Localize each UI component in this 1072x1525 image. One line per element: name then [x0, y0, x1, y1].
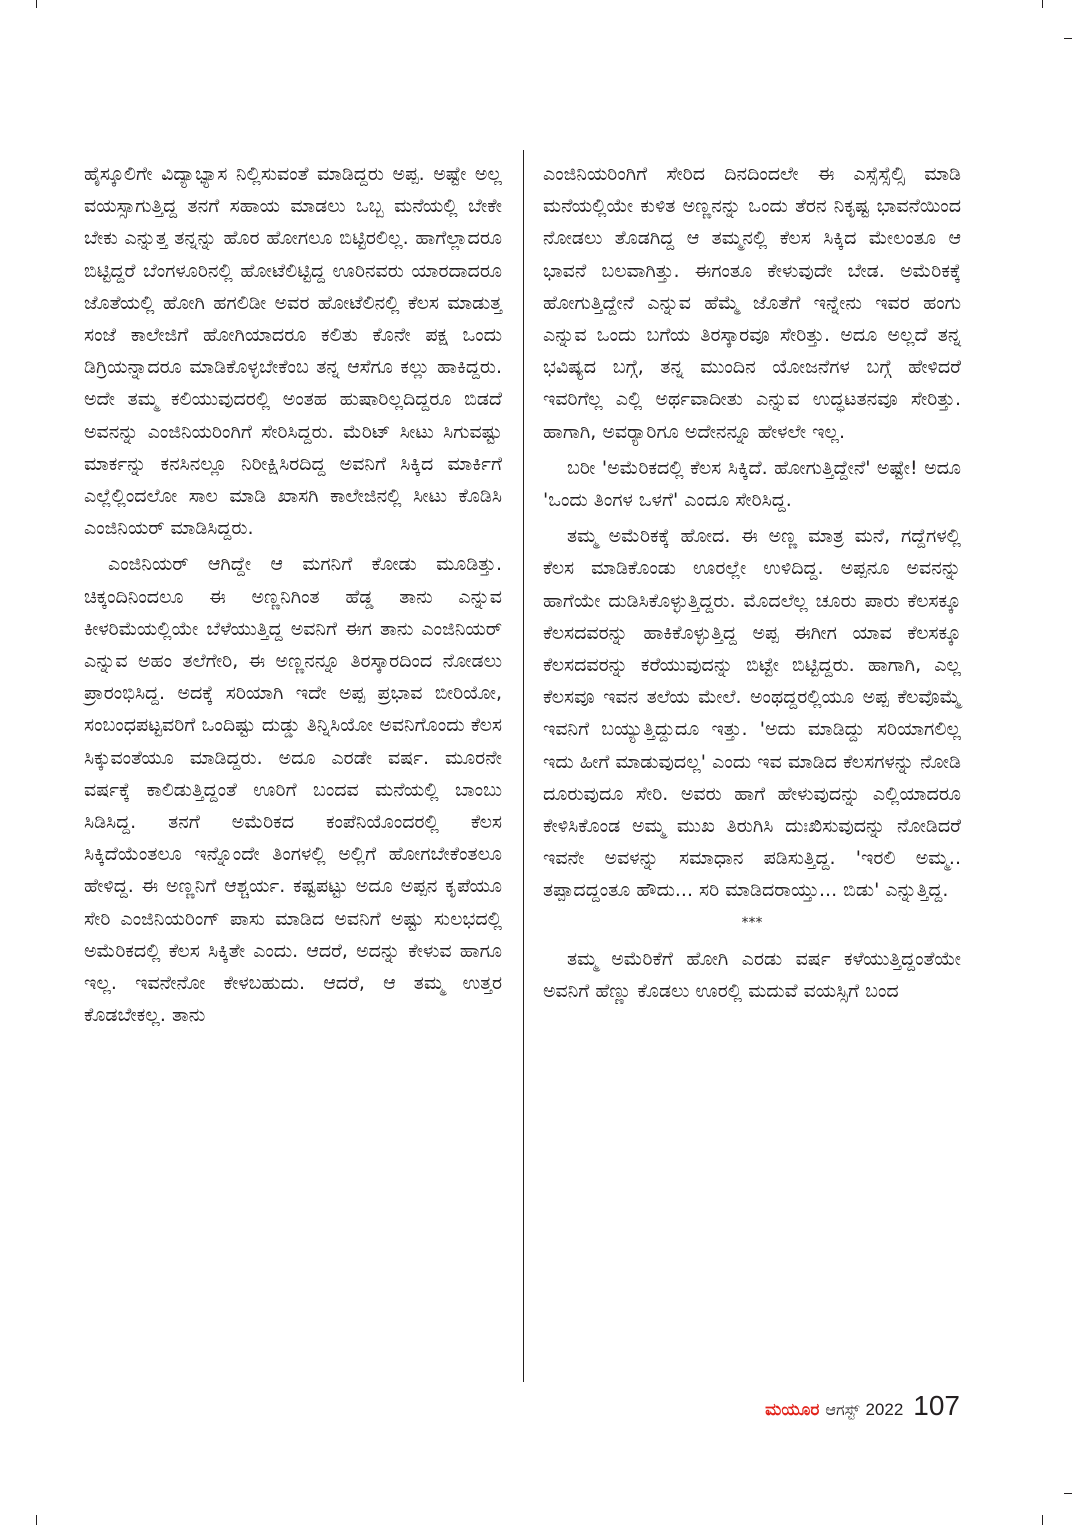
- column-divider: [523, 150, 524, 1382]
- crop-mark-bottom-right: [1042, 1515, 1043, 1525]
- crop-mark-right-bottom: [1064, 1493, 1072, 1494]
- crop-mark-right-top: [1064, 38, 1072, 39]
- section-break: ***: [741, 914, 763, 931]
- crop-mark-top-left: [36, 0, 37, 8]
- article-paragraph: ತಮ್ಮ ಅಮೆರಿಕೆಗೆ ಹೋಗಿ ಎರಡು ವರ್ಷ ಕಳೆಯುತ್ತಿದ್ದಂತೆಯೇ ಅವನಿಗೆ ಹೆಣ್ಣು ಕೊಡಲು ಊರಲ್ಲಿ ಮದುವೆ ವಯಸ್ಸಿಗೆ ಬಂದ: [543, 947, 961, 1002]
- article-left-column: [84, 158, 502, 1031]
- article-paragraph: ತಮ್ಮ ಅಮೆರಿಕಕ್ಕೆ ಹೋದ. ಈ ಅಣ್ಣ ಮಾತ್ರ ಮನೆ, ಗದ್ದೆಗಳಲ್ಲಿ ಕೆಲಸ ಮಾಡಿಕೊಂಡು ಊರಲ್ಲೇ ಉಳಿದಿದ್ದ. ಅಪ್ಪನೂ ಅವನನ್ನು ಹಾಗೆಯೇ ದುಡಿಸಿಕೊಳ್ಳುತ್ತಿದ್ದರು. ಮೊದಲೆಲ್ಲ ಚೂರು ಪಾರು ಕೆಲಸಕ್ಕೂ ಕೆಲಸದವರನ್ನು ಹಾಕಿಕೊಳ್ಳುತ್ತಿದ್ದ ಅಪ್ಪ ಈಗೀಗ ಯಾವ ಕೆಲಸಕ್ಕೂ ಕೆಲಸದವರನ್ನು ಕರೆಯುವುದನ್ನು ಬಿಟ್ಟೇ ಬಿಟ್ಟಿದ್ದರು. ಹಾಗಾಗಿ, ಎಲ್ಲ ಕೆಲಸವೂ ಇವನ ತಲೆಯ ಮೇಲೆ. ಅಂಥದ್ದರಲ್ಲಿಯೂ ಅಪ್ಪ ಕೆಲವೊಮ್ಮೆ ಇವನಿಗೆ ಬಯ್ಯುತ್ತಿದ್ದುದೂ ಇತ್ತು. 'ಅದು ಮಾಡಿದ್ದು ಸರಿಯಾಗಲಿಲ್ಲ ಇದು ಹೀಗೆ ಮಾಡುವುದಲ್ಲ' ಎಂದು ಇವ ಮಾಡಿದ ಕೆಲಸಗಳನ್ನು ನೋಡಿ ದೂರುವುದೂ ಸೇರಿ. ಅವರು ಹಾಗೆ ಹೇಳುವುದನ್ನು ಎಲ್ಲಿಯಾದರೂ ಕೇಳಿಸಿಕೊಂಡ ಅಮ್ಮ ಮುಖ ತಿರುಗಿಸಿ ದುಃಖಿಸುವುದನ್ನು ನೋಡಿದರೆ ಇವನೇ ಅವಳನ್ನು ಸಮಾಧಾನ ಪಡಿಸುತ್ತಿದ್ದ. 'ಇರಲಿ ಅಮ್ಮ.. ತಪ್ಪಾದದ್ದಂತೂ ಹೌದು... ಸರಿ ಮಾಡಿದರಾಯ್ತು... ಬಿಡು' ಎನ್ನುತ್ತಿದ್ದ.: [543, 525, 961, 902]
- article-paragraph: ಬರೀ 'ಅಮೆರಿಕದಲ್ಲಿ ಕೆಲಸ ಸಿಕ್ಕಿದೆ. ಹೋಗುತ್ತಿದ್ದೇನೆ' ಅಷ್ಟೇ! ಅದೂ 'ಒಂದು ತಿಂಗಳ ಒಳಗೆ' ಎಂದೂ ಸೇರಿಸಿದ್ದ.: [543, 456, 961, 512]
- article-paragraph: ಎಂಜಿನಿಯರ್ ಆಗಿದ್ದೇ ಆ ಮಗನಿಗೆ ಕೋಡು ಮೂಡಿತ್ತು. ಚಿಕ್ಕಂದಿನಿಂದಲೂ ಈ ಅಣ್ಣನಿಗಿಂತ ಹೆಡ್ಡ ತಾನು ಎನ್ನುವ ಕೀಳರಿಮೆಯಲ್ಲಿಯೇ ಬೆಳೆಯುತ್ತಿದ್ದ ಅವನಿಗೆ ಈಗ ತಾನು ಎಂಜಿನಿಯರ್ ಎನ್ನುವ ಅಹಂ ತಲೆಗೇರಿ, ಈ ಅಣ್ಣನನ್ನೂ ತಿರಸ್ಕಾರದಿಂದ ನೋಡಲು ಪ್ರಾರಂಭಿಸಿದ್ದ. ಅದಕ್ಕೆ ಸರಿಯಾಗಿ ಇದೇ ಅಪ್ಪ ಪ್ರಭಾವ ಬೀರಿಯೋ, ಸಂಬಂಧಪಟ್ಟವರಿಗೆ ಒಂದಿಷ್ಟು ದುಡ್ಡು ತಿನ್ನಿಸಿಯೋ ಅವನಿಗೊಂದು ಕೆಲಸ ಸಿಕ್ಕುವಂತೆಯೂ ಮಾಡಿದ್ದರು. ಅದೂ ಎರಡೇ ವರ್ಷ. ಮೂರನೇ ವರ್ಷಕ್ಕೆ ಕಾಲಿಡುತ್ತಿದ್ದಂತೆ ಊರಿಗೆ ಬಂದವ ಮನೆಯಲ್ಲಿ ಬಾಂಬು ಸಿಡಿಸಿದ್ದ. ತನಗೆ ಅಮೆರಿಕದ ಕಂಪೆನಿಯೊಂದರಲ್ಲಿ ಕೆಲಸ ಸಿಕ್ಕಿದೆಯೆಂತಲೂ ಇನ್ನೊಂದೇ ತಿಂಗಳಲ್ಲಿ ಅಲ್ಲಿಗೆ ಹೋಗಬೇಕೆಂತಲೂ ಹೇಳಿದ್ದ. ಈ ಅಣ್ಣನಿಗೆ ಆಶ್ಚರ್ಯ. ಕಷ್ಟಪಟ್ಟು ಅದೂ ಅಪ್ಪನ ಕೃಪೆಯೂ ಸೇರಿ ಎಂಜಿನಿಯರಿಂಗ್ ಪಾಸು ಮಾಡಿದ ಅವನಿಗೆ ಅಷ್ಟು ಸುಲಭದಲ್ಲಿ ಅಮೆರಿಕದಲ್ಲಿ ಕೆಲಸ ಸಿಕ್ಕಿತೇ ಎಂದು. ಆದರೆ, ಅದನ್ನು ಕೇಳುವ ಹಾಗೂ ಇಲ್ಲ. ಇವನೇನೋ ಕೇಳಬಹುದು. ಆದರೆ, ಆ ತಮ್ಮ ಉತ್ತರ ಕೊಡಬೇಕಲ್ಲ. ತಾನು: [84, 553, 502, 1027]
- issue-month: ಆಗಸ್ಟ್: [825, 1400, 860, 1419]
- crop-mark-bottom-left: [36, 1515, 37, 1525]
- page-number: 107: [913, 1390, 960, 1421]
- page-footer: [765, 1390, 960, 1422]
- article-paragraph: ಹೈಸ್ಕೂಲಿಗೇ ವಿದ್ಯಾಭ್ಯಾಸ ನಿಲ್ಲಿಸುವಂತೆ ಮಾಡಿದ್ದರು ಅಪ್ಪ. ಅಷ್ಟೇ ಅಲ್ಲ ವಯಸ್ಸಾಗುತ್ತಿದ್ದ ತನಗೆ ಸಹಾಯ ಮಾಡಲು ಒಬ್ಬ ಮನೆಯಲ್ಲಿ ಬೇಕೇ ಬೇಕು ಎನ್ನುತ್ತ ತನ್ನನ್ನು ಹೊರ ಹೋಗಲೂ ಬಿಟ್ಟಿರಲಿಲ್ಲ. ಹಾಗೆಲ್ಲಾದರೂ ಬಿಟ್ಟಿದ್ದರೆ ಬೆಂಗಳೂರಿನಲ್ಲಿ ಹೋಟೆಲಿಟ್ಟಿದ್ದ ಊರಿನವರು ಯಾರದಾದರೂ ಜೊತೆಯಲ್ಲಿ ಹೋಗಿ ಹಗಲಿಡೀ ಅವರ ಹೋಟೆಲಿನಲ್ಲಿ ಕೆಲಸ ಮಾಡುತ್ತ ಸಂಜೆ ಕಾಲೇಜಿಗೆ ಹೋಗಿಯಾದರೂ ಕಲಿತು ಕೊನೇ ಪಕ್ಷ ಒಂದು ಡಿಗ್ರಿಯನ್ನಾದರೂ ಮಾಡಿಕೊಳ್ಳಬೇಕೆಂಬ ತನ್ನ ಆಸೆಗೂ ಕಲ್ಲು ಹಾಕಿದ್ದರು. ಅದೇ ತಮ್ಮ ಕಲಿಯುವುದರಲ್ಲಿ ಅಂತಹ ಹುಷಾರಿಲ್ಲದಿದ್ದರೂ ಬಿಡದೆ ಅವನನ್ನು ಎಂಜಿನಿಯರಿಂಗಿಗೆ ಸೇರಿಸಿದ್ದರು. ಮೆರಿಟ್ ಸೀಟು ಸಿಗುವಷ್ಟು ಮಾರ್ಕನ್ನು ಕನಸಿನಲ್ಲೂ ನಿರೀಕ್ಷಿಸಿರದಿದ್ದ ಅವನಿಗೆ ಸಿಕ್ಕಿದ ಮಾರ್ಕಿಗೆ ಎಲ್ಲೆಲ್ಲಿಂದಲೋ ಸಾಲ ಮಾಡಿ ಖಾಸಗಿ ಕಾಲೇಜಿನಲ್ಲಿ ಸೀಟು ಕೊಡಿಸಿ ಎಂಜಿನಿಯರ್ ಮಾಡಿಸಿದ್ದರು.: [84, 163, 502, 540]
- issue-year: 2022: [865, 1400, 904, 1419]
- article-right-column: [543, 158, 961, 1007]
- article-paragraph: ಎಂಜಿನಿಯರಿಂಗಿಗೆ ಸೇರಿದ ದಿನದಿಂದಲೇ ಈ ಎಸ್ಸೆಸ್ಸೆಲ್ಸಿ ಮಾಡಿ ಮನೆಯಲ್ಲಿಯೇ ಕುಳಿತ ಅಣ್ಣನನ್ನು ಒಂದು ತೆರನ ನಿಕೃಷ್ಟ ಭಾವನೆಯಿಂದ ನೋಡಲು ತೊಡಗಿದ್ದ ಆ ತಮ್ಮನಲ್ಲಿ ಕೆಲಸ ಸಿಕ್ಕಿದ ಮೇಲಂತೂ ಆ ಭಾವನೆ ಬಲವಾಗಿತ್ತು. ಈಗಂತೂ ಕೇಳುವುದೇ ಬೇಡ. ಅಮೆರಿಕಕ್ಕೆ ಹೋಗುತ್ತಿದ್ದೇನೆ ಎನ್ನುವ ಹೆಮ್ಮೆ ಜೊತೆಗೆ ಇನ್ನೇನು ಇವರ ಹಂಗು ಎನ್ನುವ ಒಂದು ಬಗೆಯ ತಿರಸ್ಕಾರವೂ ಸೇರಿತ್ತು. ಅದೂ ಅಲ್ಲದೆ ತನ್ನ ಭವಿಷ್ಯದ ಬಗ್ಗೆ, ತನ್ನ ಮುಂದಿನ ಯೋಜನೆಗಳ ಬಗ್ಗೆ ಹೇಳಿದರೆ ಇವರಿಗೆಲ್ಲ ಎಲ್ಲಿ ಅರ್ಥವಾದೀತು ಎನ್ನುವ ಉದ್ಧಟತನವೂ ಸೇರಿತ್ತು. ಹಾಗಾಗಿ, ಅವರ್‍ಯಾರಿಗೂ ಅದೇನನ್ನೂ ಹೇಳಲೇ ಇಲ್ಲ.: [543, 163, 961, 443]
- crop-mark-top-right: [1042, 0, 1043, 8]
- magazine-brand: ಮಯೂರ: [765, 1400, 820, 1420]
